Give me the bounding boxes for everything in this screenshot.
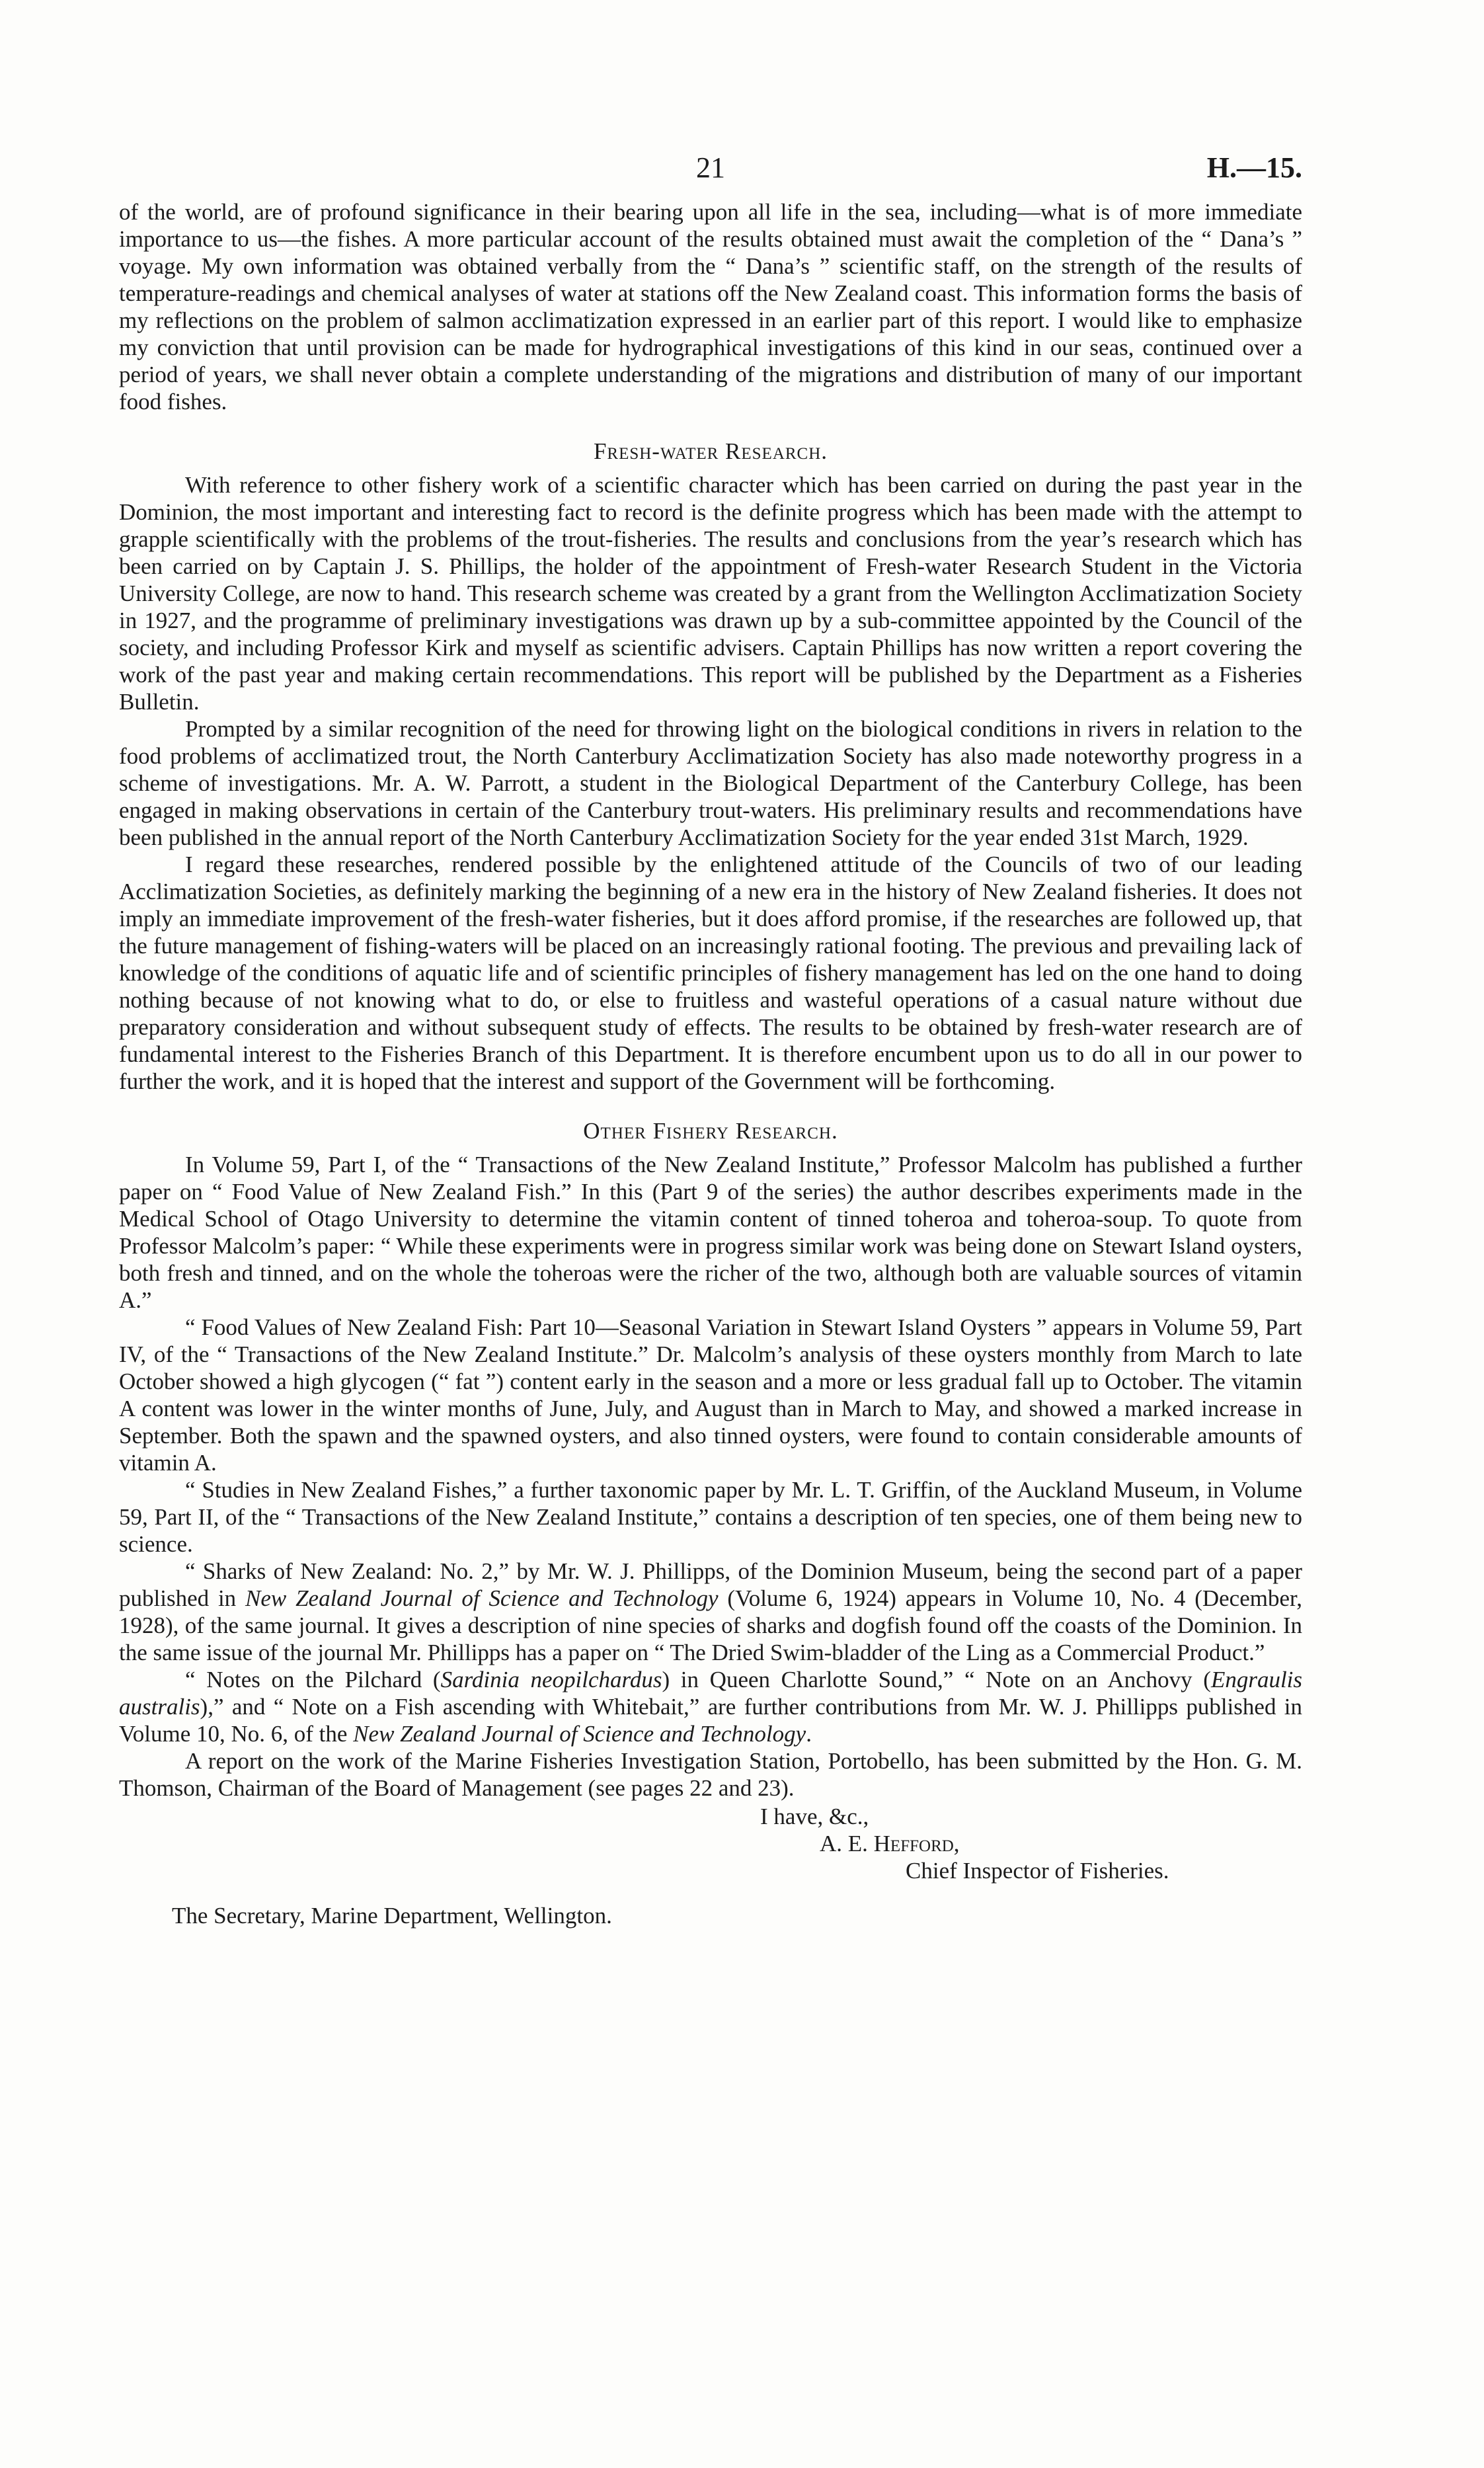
other-research-paragraph: “ Food Values of New Zealand Fish: Part 10—Seasonal Variation in Stewart Island Oysters ” appears in Volume 59, Part IV, of the “ Transactions of the New Zealand Institute.” Dr. Malcolm’s analysis of these oysters monthly from March to late October showed a high glycogen (“ fat ”) content early in the season and a more or less gradual fall up to October. The vitamin A content was lower in the winter months of June, July, and August than in March to May, and showed a marked increase in September. Both the spawn and the spawned oysters, and also tinned oysters, were found to contain considerable amounts of vitamin A.: [119, 1314, 1302, 1476]
signatory: A. E. Hefford,: [820, 1831, 960, 1856]
heading-other-fishery-research: Other Fishery Research.: [583, 1118, 838, 1144]
text-run: ) in Queen Charlotte Sound,” “ Note on an Anchovy (: [662, 1667, 1211, 1692]
other-research-paragraph: “ Studies in New Zealand Fishes,” a further taxonomic paper by Mr. L. T. Griffin, of the Auckland Museum, in Volume 59, Part II, of the “ Transactions of the New Zealand Institute,” contains a description of ten species, one of them being new to science.: [119, 1477, 1302, 1557]
text-run: (Volume 6, 1924) appears in Volume 10, No. 4 (December, 1928), of the same journal. It gives a description of nine species of sharks and dogfish found off the coasts of the Dominion. In the same issue of the journal Mr. Phillipps has a paper on “ The Dried Swim-bladder of the Ling as a Commercial Product.”: [119, 1585, 1303, 1665]
journal-title: New Zealand Journal of Science and Technology: [245, 1585, 719, 1611]
document-reference: H.—15.: [1206, 151, 1302, 184]
freshwater-paragraph: Prompted by a similar recognition of the need for throwing light on the biological conditions in rivers in relation to the food problems of acclimatized trout, the North Canterbury Acclimatization Society has also made noteworthy progress in a scheme of investigations. Mr. A. W. Parrott, a student in the Biological Department of the Canterbury College, has been engaged in making observations in certain of the Canterbury trout-waters. His preliminary results and recommendations have been published in the annual report of the North Canterbury Acclimatization Society for the year ended 31st March, 1929.: [119, 716, 1302, 850]
other-research-paragraph: In Volume 59, Part I, of the “ Transactions of the New Zealand Institute,” Professor Malcolm has published a further paper on “ Food Value of New Zealand Fish.” In this (Part 9 of the series) the author describes experiments made in the Medical School of Otago University to determine the vitamin content of tinned toheroa and toheroa-soup. To quote from Professor Malcolm’s paper: “ While these experiments were in progress similar work was being done on Stewart Island oysters, both fresh and tinned, and on the whole the toheroas were the richer of the two, although both are valuable sources of vitamin A.”: [119, 1152, 1302, 1313]
text-run: ),” and “ Note on a Fish ascending with Whitebait,” are further contributions from Mr. W. J. Phillipps published in Volume 10, No. 6, of the: [119, 1694, 1302, 1747]
document-body: [119, 198, 1302, 1942]
other-research-paragraph: A report on the work of the Marine Fisheries Investigation Station, Portobello, has been submitted by the Hon. G. M. Thomson, Chairman of the Board of Management (see pages 22 and 23).: [119, 1748, 1302, 1801]
journal-title: New Zealand Journal of Science and Technology: [353, 1721, 806, 1747]
salutation: I have, &c.,: [760, 1804, 869, 1829]
species-name: Engraulis australis: [119, 1667, 1303, 1720]
other-research-paragraph: [119, 1666, 1302, 1747]
species-name: Sardinia neopilchardus: [440, 1667, 662, 1692]
page-number: 21: [696, 151, 725, 184]
heading-freshwater-research: Fresh-water Research.: [593, 438, 828, 464]
text-run: .: [806, 1721, 812, 1747]
freshwater-paragraph: I regard these researches, rendered possible by the enlightened attitude of the Councils of two of our leading Acclimatization Societies, as definitely marking the beginning of a new era in the history of New Zealand fisheries. It does not imply an immediate improvement of the fresh-water fisheries, but it does afford promise, if the researches are followed up, that the future management of fishing-waters will be placed on an increasingly rational footing. The previous and prevailing lack of knowledge of the conditions of aquatic life and of scientific principles of fishery management has led on the one hand to doing nothing because of not knowing what to do, or else to fruitless and wasteful operations of a casual nature without due preparatory consideration and without subsequent study of effects. The results to be obtained by fresh-water research are of fundamental interest to the Fisheries Branch of this Department. It is therefore encumbent upon us to do all in our power to further the work, and it is hoped that the interest and support of the Government will be forthcoming.: [119, 852, 1302, 1094]
other-research-paragraph: [119, 1558, 1302, 1666]
text-run: “ Sharks of New Zealand: No. 2,” by Mr. W. J. Phillipps, of the Dominion Museum, being the second part of a paper published in: [119, 1558, 1302, 1611]
addressee: The Secretary, Marine Department, Wellington.: [172, 1903, 612, 1929]
letter-closing: [119, 1803, 1302, 1942]
text-run: “ Notes on the Pilchard (: [185, 1667, 441, 1692]
continued-paragraph: of the world, are of profound significance in their bearing upon all life in the sea, including—what is of more immediate importance to us—the fishes. A more particular account of the results obtained must await the completion of the “ Dana’s ” voyage. My own information was obtained verbally from the “ Dana’s ” scientific staff, on the strength of the results of temperature-readings and chemical analyses of water at stations off the New Zealand coast. This information forms the basis of my reflections on the problem of salmon acclimatization expressed in an earlier part of this report. I would like to emphasize my conviction that until provision can be made for hydrographical investigations of this kind in our seas, continued over a period of years, we shall never obtain a complete understanding of the migrations and distribution of many of our important food fishes.: [119, 199, 1302, 415]
freshwater-paragraph: With reference to other fishery work of a scientific character which has been carried on during the past year in the Dominion, the most important and interesting fact to record is the definite progress which has been made with the attempt to grapple scientifically with the problems of the trout-fisheries. The results and conclusions from the year’s research which has been carried on by Captain J. S. Phillips, the holder of the appointment of Fresh-water Research Student in the Victoria University College, are now to hand. This research scheme was created by a grant from the Wellington Acclimatization Society in 1927, and the programme of preliminary investigations was drawn up by a sub-committee appointed by the Council of the society, and including Professor Kirk and myself as scientific advisers. Captain Phillips has now written a report covering the work of the past year and making certain recommendations. This report will be published by the Department as a Fisheries Bulletin.: [119, 472, 1302, 715]
page-header: [119, 151, 1302, 190]
signatory-title: Chief Inspector of Fisheries.: [906, 1858, 1169, 1884]
